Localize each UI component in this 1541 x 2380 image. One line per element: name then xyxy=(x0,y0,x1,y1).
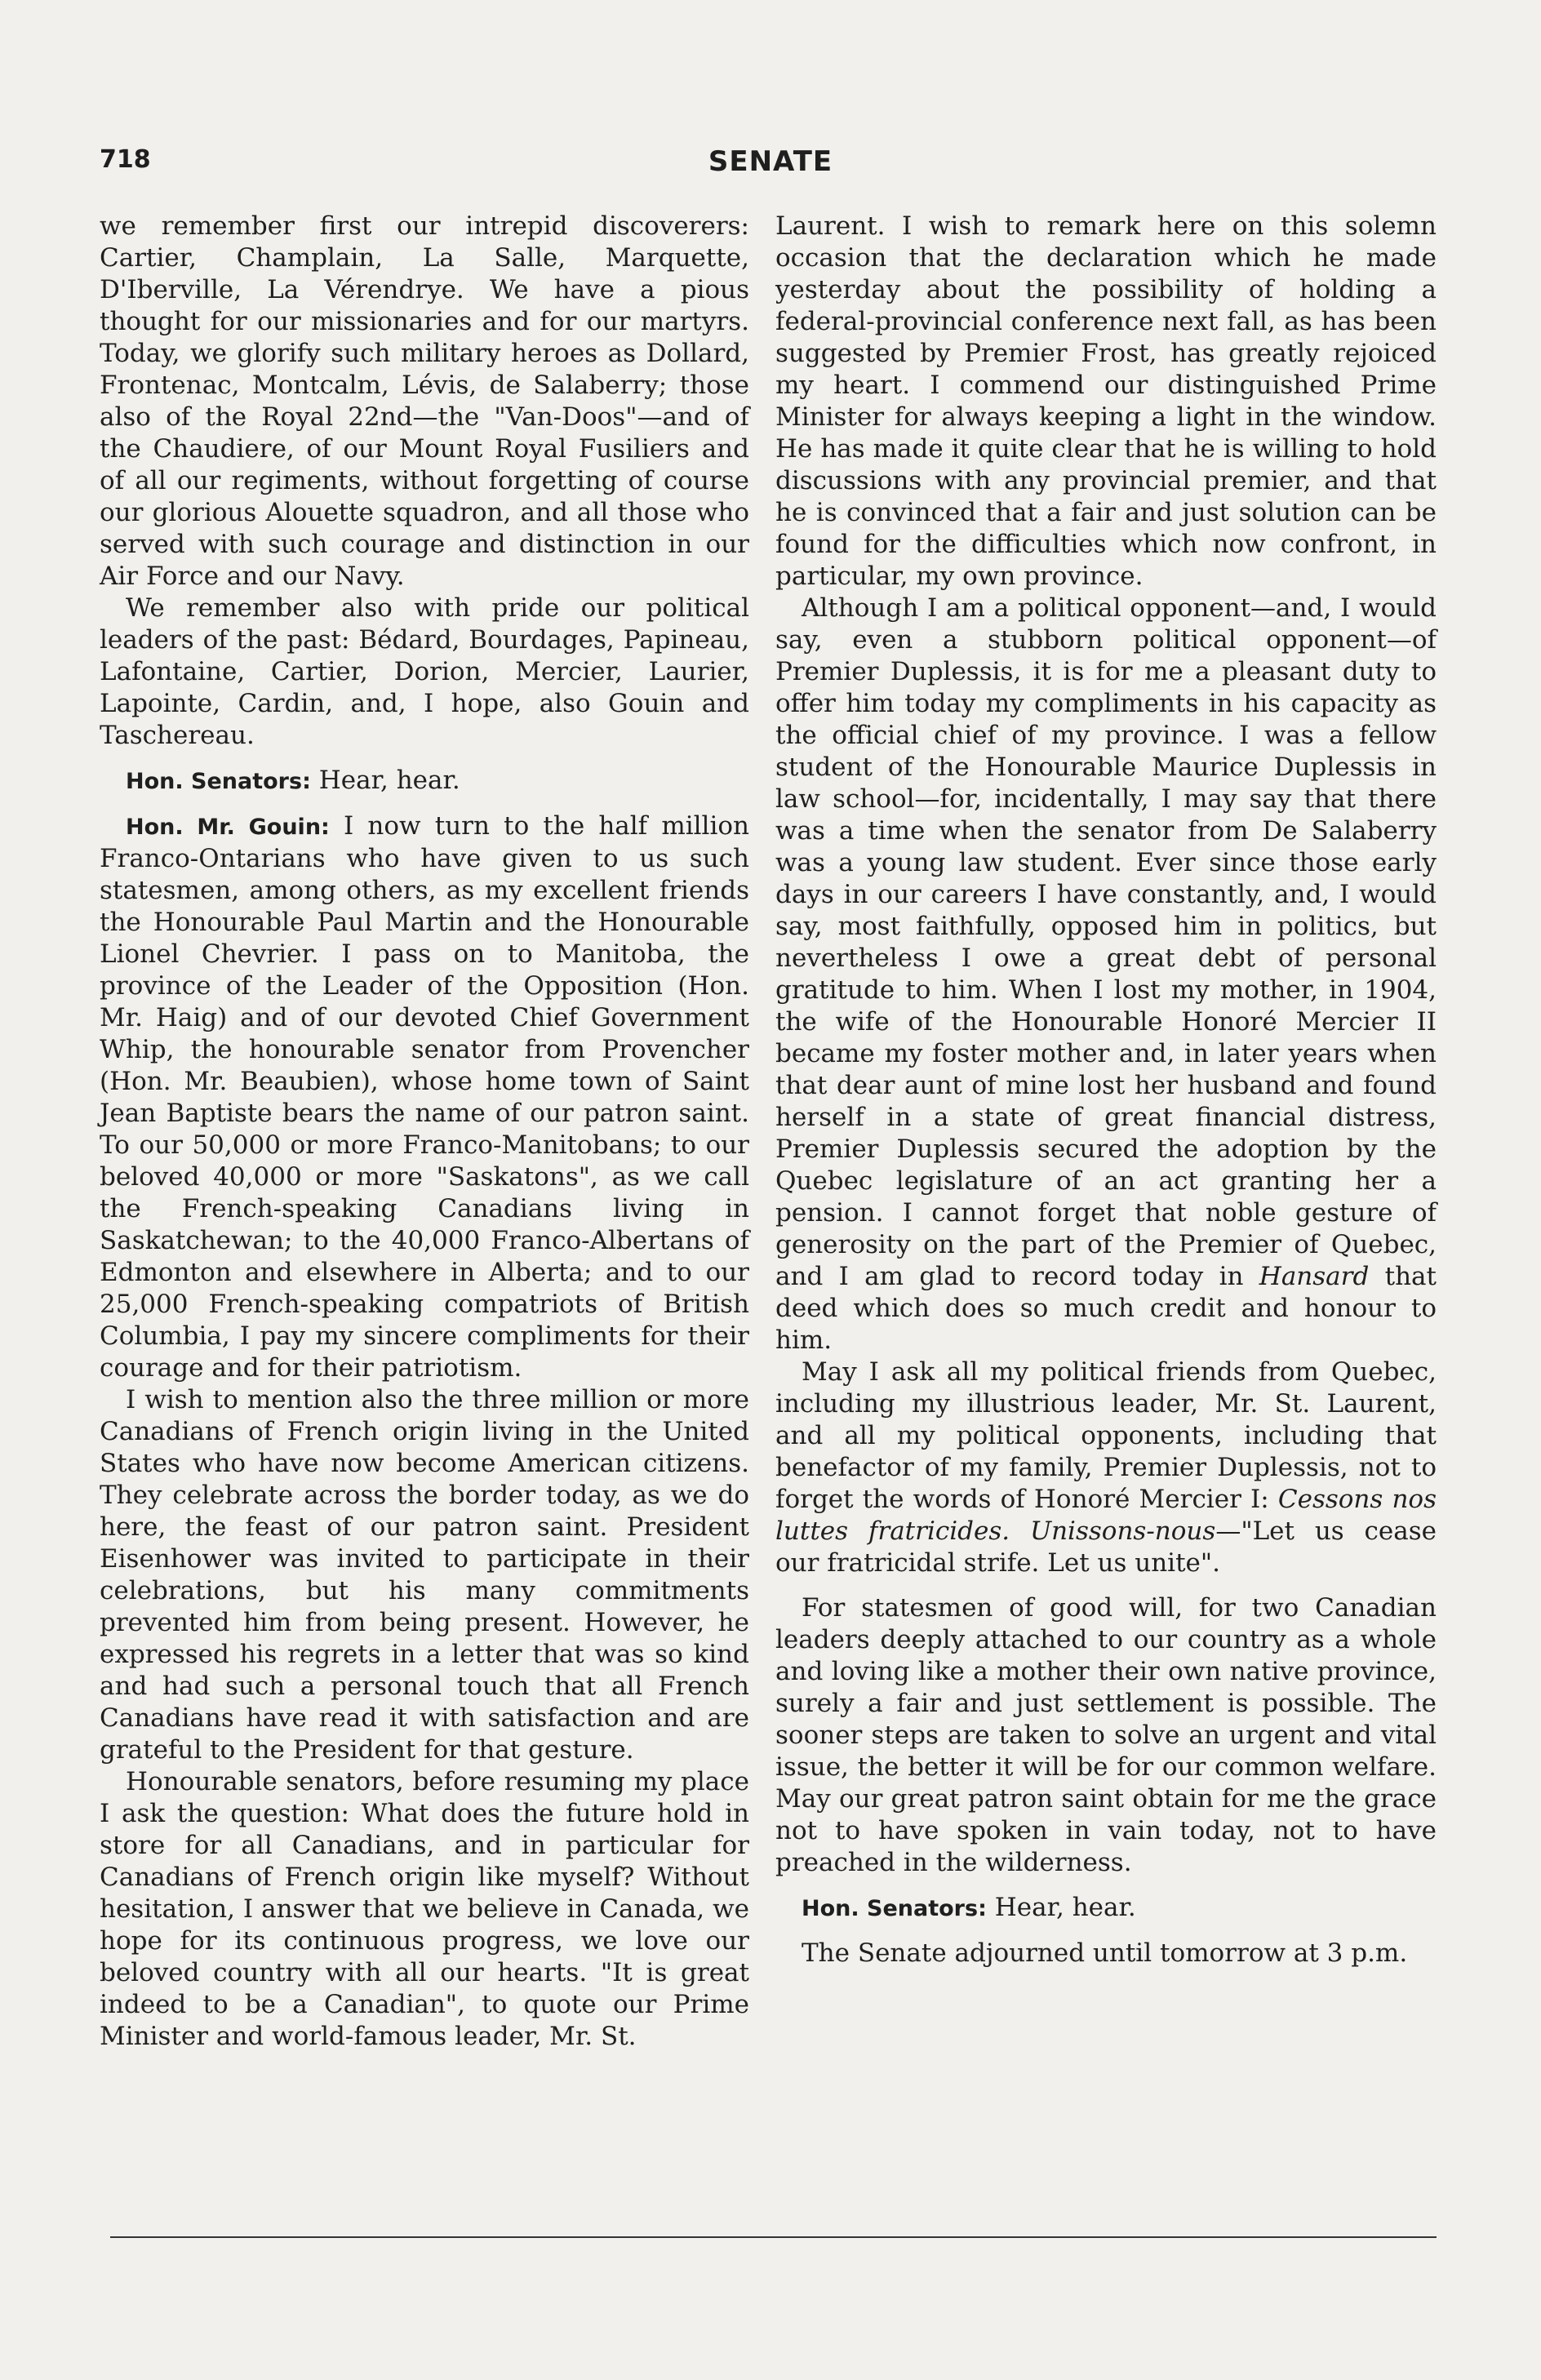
text-run: Although I am a political opponent—and, I would say, even a stubborn political opponent—of Premier Duplessis, it is for me a pleasant duty to offer him today my compliments in his capacity as the official chief of my province. I was a fellow student of the Honourable Maurice Duplessis in law school—for, incidentally, I may say that there was a time when the senator from De Salaberry was a young law student. Ever since those early days in our careers I have constantly, and, I would say, most faithfully, opposed him in politics, but nevertheless I owe a great debt of personal gratitude to him. When I lost my mother, in 1904, the wife of the Honourable Honoré Mercier II became my foster mother and, in later years when that dear aunt of mine lost her husband and found herself in a state of great financial distress, Premier Duplessis secured the adoption by the Quebec legislature of an act granting her a pension. I cannot forget that noble gesture of generosity on the part of the Premier of Quebec, and I am glad to record today in xyxy=(775,593,1437,1291)
speech-text: Hear, hear. xyxy=(318,766,460,795)
adjournment-notice: The Senate adjourned until tomorrow at 3 p.m. xyxy=(802,1938,1408,1968)
left-column xyxy=(100,211,749,2053)
speaker-paragraph xyxy=(775,1892,1437,1925)
speaker-label: Hon. Senators: xyxy=(126,769,311,794)
paragraph: we remember first our intrepid discoverers: Cartier, Champlain, La Salle, Marquette, D'Iberville, La Vérendrye. We have a pious thought for our missionaries and for our martyrs. Today, we glorify such military heroes as Dollard, Frontenac, Montcalm, Lévis, de Salaberry; those also of the Royal 22nd—the "Van-Doos"—and of the Chaudiere, of our Mount Royal Fusiliers and of all our regiments, without forgetting of course our glorious Alouette squadron, and all those who served with such courage and distinction in our Air Force and our Navy. xyxy=(100,211,749,591)
paragraph: I wish to mention also the three million or more Canadians of French origin living in the United States who have now become American citizens. They celebrate across the border today, as we do here, the feast of our patron saint. President Eisenhower was invited to participate in their celebrations, but his many commitments prevented him from being present. However, he expressed his regrets in a letter that was so kind and had such a personal touch that all French Canadians have read it with satisfaction and are grateful to the President for that gesture. xyxy=(100,1385,749,1765)
speaker-paragraph xyxy=(100,810,749,1384)
text-run: —"Let us cease our fratricidal strife. Let us unite". xyxy=(775,1516,1437,1578)
paragraph: Honourable senators, before resuming my place I ask the question: What does the future hold in store for all Canadians, and in particular for Canadians of French origin like myself? Without hesitation, I answer that we believe in Canada, we hope for its continuous progress, we love our beloved country with all our hearts. "It is great indeed to be a Canadian", to quote our Prime Minister and world-famous leader, Mr. St. xyxy=(100,1767,749,2051)
text-run: that deed which does so much credit and honour to him. xyxy=(775,1262,1437,1355)
right-column xyxy=(775,211,1437,1969)
italic-text: Cessons nos luttes fratricides. Unissons-nous xyxy=(775,1485,1437,1546)
running-head: SENATE xyxy=(708,145,833,178)
speech-text: I now turn to the half million Franco-Ontarians who have given to us such statesmen, among others, as my excellent friends the Honourable Paul Martin and the Honourable Lionel Chevrier. I pass on to Manitoba, the province of the Leader of the Opposition (Hon. Mr. Haig) and of our devoted Chief Government Whip, the honourable senator from Provencher (Hon. Mr. Beaubien), whose home town of Saint Jean Baptiste bears the name of our patron saint. To our 50,000 or more Franco-Manitobans; to our beloved 40,000 or more "Saskatons", as we call the French-speaking Canadians living in Saskatchewan; to the 40,000 Franco-Albertans of Edmonton and elsewhere in Alberta; and to our 25,000 French-speaking compatriots of British Columbia, I pay my sincere compliments for their courage and for their patriotism. xyxy=(100,811,749,1383)
page-header xyxy=(0,145,1541,186)
text-run: May I ask all my political friends from Quebec, including my illustrious leader, Mr. St. Laurent, and all my political opponents, including that benefactor of my family, Premier Duplessis, not to forget the words of Honoré Mercier I: xyxy=(775,1357,1437,1514)
paragraph: Laurent. I wish to remark here on this solemn occasion that the declaration which he made yesterday about the possibility of holding a federal-provincial conference next fall, as has been suggested by Premier Frost, has greatly rejoiced my heart. I commend our distinguished Prime Minister for always keeping a light in the window. He has made it quite clear that he is willing to hold discussions with any provincial premier, and that he is convinced that a fair and just solution can be found for the difficulties which now confront, in particular, my own province. xyxy=(775,211,1437,591)
paragraph xyxy=(775,593,1437,1357)
footer-rule xyxy=(110,2236,1437,2238)
page-number: 718 xyxy=(100,145,151,174)
paragraph xyxy=(775,1357,1437,1579)
paragraph: For statesmen of good will, for two Canadian leaders deeply attached to our country as a whole and loving like a mother their own native province, surely a fair and just settlement is possible. The sooner steps are taken to solve an urgent and vital issue, the better it will be for our common welfare. May our great patron saint obtain for me the grace not to have spoken in vain today, not to have preached in the wilderness. xyxy=(775,1593,1437,1877)
speaker-paragraph xyxy=(100,765,749,797)
speaker-label: Hon. Senators: xyxy=(802,1896,987,1921)
paragraph: We remember also with pride our political leaders of the past: Bédard, Bourdages, Papineau, Lafontaine, Cartier, Dorion, Mercier, Laurier, Lapointe, Cardin, and, I hope, also Gouin and Taschereau. xyxy=(100,593,749,750)
italic-text: Hansard xyxy=(1259,1262,1370,1291)
speaker-label: Hon. Mr. Gouin: xyxy=(126,815,330,840)
speech-text: Hear, hear. xyxy=(994,1893,1136,1922)
